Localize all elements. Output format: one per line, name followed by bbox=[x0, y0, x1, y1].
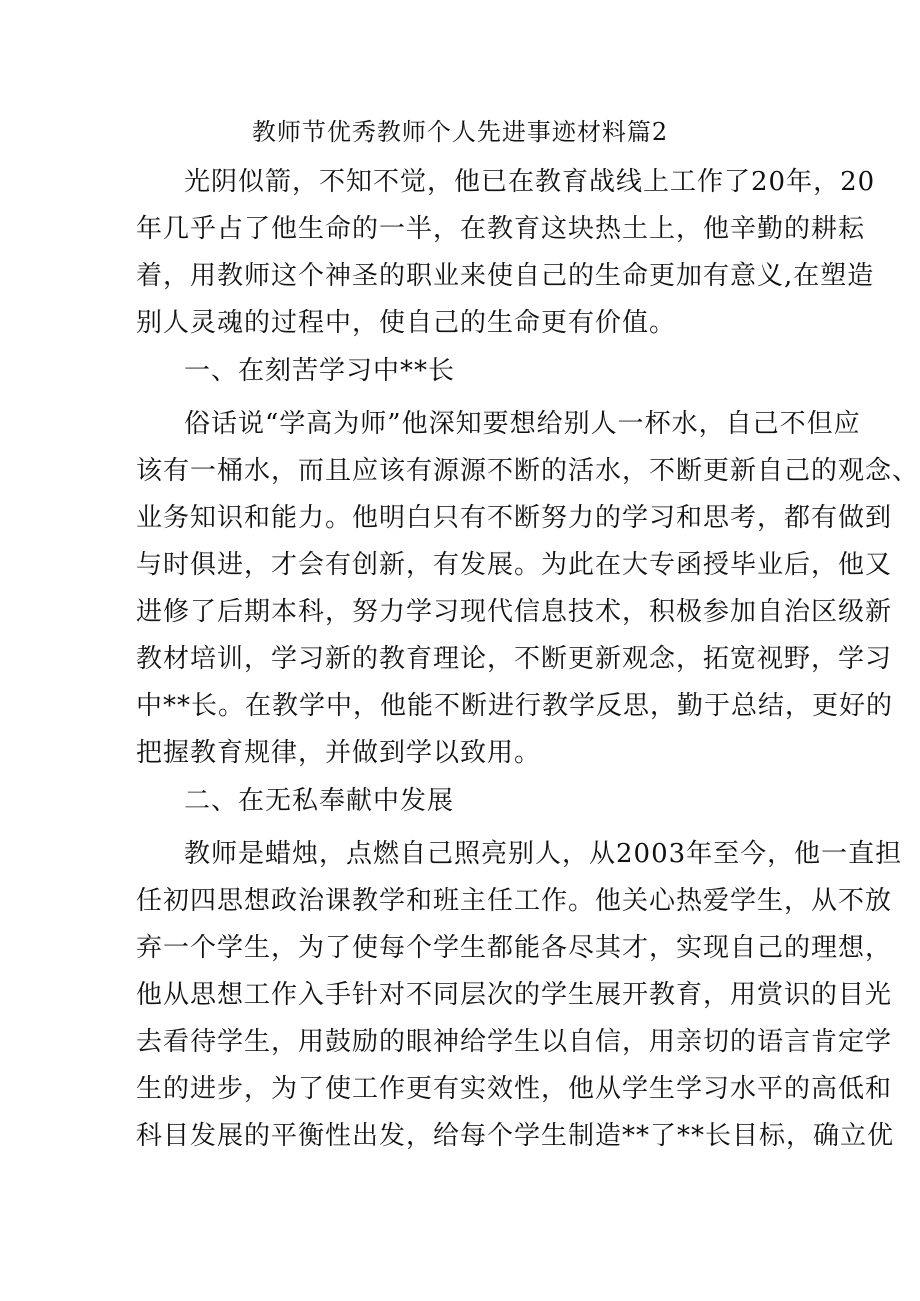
paragraph-line: 他从思想工作入手针对不同层次的学生展开教育，用赏识的目光 bbox=[136, 980, 893, 1010]
paragraph-line: 任初四思想政治课教学和班主任工作。他关心热爱学生，从不放 bbox=[136, 886, 893, 916]
paragraph-line: 把握教育规律，并做到学以致用。 bbox=[136, 738, 542, 768]
paragraph-line: 该有一桶水，而且应该有源源不断的活水，不断更新自己的观念、 bbox=[136, 456, 920, 486]
document-title: 教师节优秀教师个人先进事迹材料篇2 bbox=[251, 118, 669, 146]
paragraph-line: 光阴似箭，不知不觉，他已在教育战线上工作了20年，20 bbox=[184, 167, 876, 197]
paragraph-line: 弃一个学生，为了使每个学生都能各尽其才，实现自己的理想， bbox=[136, 933, 893, 963]
paragraph-line: 进修了后期本科，努力学习现代信息技术，积极参加自治区级新 bbox=[136, 597, 893, 627]
paragraph-line: 别人灵魂的过程中，使自己的生命更有价值。 bbox=[136, 308, 677, 338]
paragraph-line: 着，用教师这个神圣的职业来使自己的生命更加有意义,在塑造 bbox=[136, 261, 875, 291]
paragraph-line: 去看待学生，用鼓励的眼神给学生以自信，用亲切的语言肯定学 bbox=[136, 1027, 893, 1057]
paragraph-line: 中**长。在教学中，他能不断进行教学反思，勤于总结，更好的 bbox=[136, 691, 894, 721]
paragraph-line: 科目发展的平衡性出发，给每个学生制造**了**长目标，确立优 bbox=[136, 1121, 895, 1151]
section-heading: 一、在刻苦学习中**长 bbox=[184, 356, 456, 386]
paragraph-line: 与时俱进，才会有创新，有发展。为此在大专函授毕业后，他又 bbox=[136, 550, 893, 580]
paragraph-line: 生的进步，为了使工作更有实效性，他从学生学习水平的高低和 bbox=[136, 1074, 893, 1104]
paragraph-line: 年几乎占了他生命的一半，在教育这块热土上，他辛勤的耕耘 bbox=[136, 214, 866, 244]
paragraph-line: 教师是蜡烛，点燃自己照亮别人，从2003年至今，他一直担 bbox=[184, 839, 903, 869]
section-heading: 二、在无私奉献中发展 bbox=[184, 786, 455, 816]
paragraph-line: 教材培训，学习新的教育理论，不断更新观念，拓宽视野，学习 bbox=[136, 644, 893, 674]
paragraph-line: 俗话说“学高为师”他深知要想给别人一杯水，自己不但应 bbox=[184, 409, 861, 439]
paragraph-line: 业务知识和能力。他明白只有不断努力的学习和思考，都有做到 bbox=[136, 503, 893, 533]
